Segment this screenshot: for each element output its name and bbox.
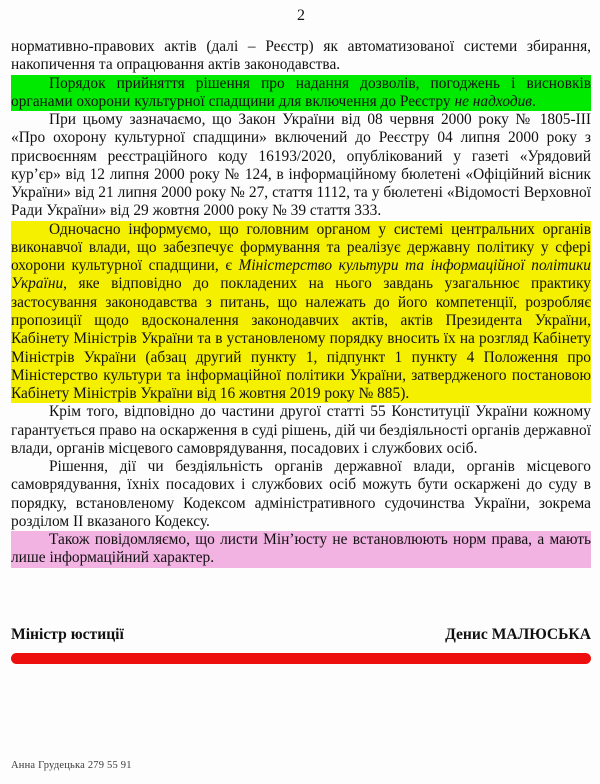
paragraph-reestr-definition: нормативно-правових актів (далі – Реєстр) як автоматизованої системи збирання, накопичення та опрацювання актів законодавства. (11, 38, 591, 74)
executor-contact: Анна Грудецька 279 55 91 (11, 760, 132, 771)
document-body (11, 38, 591, 568)
paragraph-pink-highlight-letters: Також повідомляємо, що листи Мін’юсту не встановлюють норм права, а мають лише інформаційний характер. (11, 531, 591, 567)
page-number: 2 (297, 7, 305, 24)
paragraph-green-highlight-dozvoly: Порядок прийняття рішення про надання дозволів, погоджень і висновків органами охорони культурної спадщини для включення до Реєстру не надходив. (11, 74, 591, 110)
paragraph-court-appeal: Рішення, дії чи бездіяльність органів державної влади, органів місцевого самоврядування, їхніх посадових і службових осіб можуть бути оскаржені до суду в порядку, встановленому Кодексом адміністративного судочинства України, зокрема розділом II вказаного Кодексу. (11, 458, 591, 530)
paragraph-constitution-article-55: Крім того, відповідно до частини другої статті 55 Конституції України кожному гарантується право на оскарження в суді рішень, дій чи бездіяльності органів державної влади, органів місцевого самоврядування, посадових і службових осіб. (11, 403, 591, 457)
signer-name: Денис МАЛЮСЬКА (445, 625, 591, 643)
paragraph-law-1805: При цьому зазначаємо, що Закон України від 08 червня 2000 року № 1805-III «Про охорону культурної спадщини» включений до Реєстру 04 липня 2000 року з присвоєнням реєстраційного коду 16193/2020, опублікований у газеті «Урядовий кур’єр» від 12 липня 2000 року № 124, в інформаційному бюлетені «Офіційний вісник України» від 21 липня 2000 року № 27, стаття 1112, та у бюлетені «Відомості Верховної Ради України» від 29 жовтня 2000 року № 39 стаття 333. (11, 111, 591, 220)
signer-position: Міністр юстиції (11, 625, 124, 643)
paragraph-yellow-highlight-ministry: Одночасно інформуємо, що головним органом у системі центральних органів виконавчої влади, що забезпечує формування та реалізує державну політику у сфері охорони культурної спадщини, є Міністерство культури та інформаційної політики України, яке відповідно до покладених на нього завдань узагальнює практику застосування законодавства з питань, що належать до його компетенції, розробляє пропозиції щодо вдосконалення законодавчих актів, актів Президента України, Кабінету Міністрів України та в установленому порядку вносить їх на розгляд Кабінету Міністрів України (абзац другий пункту 1, підпункт 1 пункту 4 Положення про Міністерство культури та інформаційної політики України, затвердженого постановою Кабінету Міністрів України від 16 жовтня 2019 року № 885). (11, 220, 591, 403)
signature-row (11, 625, 591, 644)
red-marker-underline (11, 653, 591, 664)
